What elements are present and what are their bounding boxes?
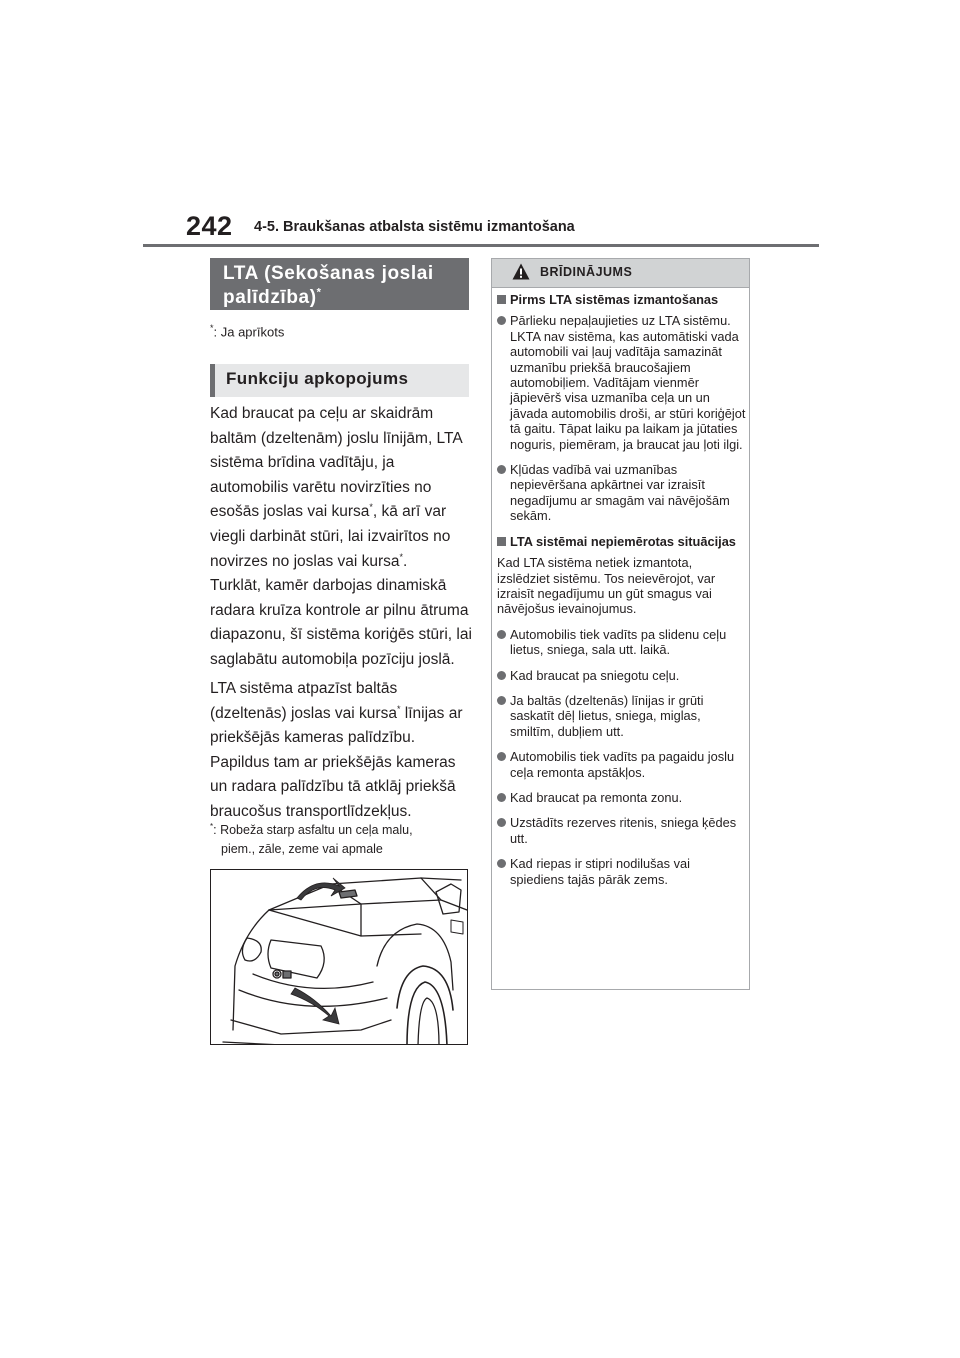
warning-situation-item	[497, 790, 747, 805]
footnote-mark: *	[210, 822, 214, 831]
warning-body	[497, 292, 747, 893]
p1-mark-1: *	[369, 502, 373, 513]
warning-situation-item	[497, 749, 747, 780]
page-number: 242	[186, 211, 233, 241]
p2-part-b: līnijas ar priekšējās kameras palīdzību. Papildus tam ar priekšējās kameras un radara palīdzību tā atklāj priekšā braucošus transportlīdzekļus.	[210, 704, 463, 820]
warning-situation-item	[497, 815, 747, 846]
p1-part-a: Kad braucat pa ceļu ar skaidrām baltām (dzeltenām) joslu līnijām, LTA sistēma brīdina vadītāju, ja automobilis varētu novirzīties no esošās joslas vai kursa	[210, 405, 462, 521]
warning-situation-item	[497, 668, 747, 683]
warning-bullet-1	[497, 313, 747, 452]
round-bullet-icon	[497, 671, 506, 680]
round-bullet-icon	[497, 316, 506, 325]
warning-label: BRĪDINĀJUMS	[540, 265, 633, 279]
equipment-note-text: : Ja aprīkots	[213, 324, 285, 340]
warning-triangle-icon	[512, 263, 530, 280]
warning-situation-text: Kad braucat pa sniegotu ceļu.	[510, 667, 680, 683]
warning-heading-1-text: Pirms LTA sistēmas izmantošanas	[510, 292, 719, 307]
section-title-mark: *	[316, 286, 322, 299]
warning-situation-item	[497, 693, 747, 739]
p1-part-c: .	[403, 552, 408, 570]
warning-situation-text: Kad braucat pa remonta zonu.	[510, 789, 683, 805]
p2-part-a: LTA sistēma atpazīst baltās (dzeltenās) joslas vai kursa	[210, 680, 398, 722]
round-bullet-icon	[497, 465, 506, 474]
square-bullet-icon	[497, 295, 506, 304]
round-bullet-icon	[497, 793, 506, 802]
footnote	[210, 817, 472, 859]
warning-situation-text: Automobilis tiek vadīts pa pagaidu joslu ceļa remonta apstākļos.	[510, 749, 735, 780]
round-bullet-icon	[497, 630, 506, 639]
section-title-line2: palīdzība)	[223, 287, 317, 308]
summary-paragraph-1	[210, 402, 472, 673]
warning-header	[492, 259, 749, 288]
summary-title: Funkciju apkopojums	[210, 364, 469, 397]
footnote-line-1: : Robeža starp asfaltu un ceļa malu,	[213, 823, 413, 838]
p1-part-b: , kā arī var viegli darbināt stūri, lai izvairītos no novirzes no joslas vai kursa	[210, 503, 451, 570]
square-bullet-icon	[497, 537, 506, 546]
round-bullet-icon	[497, 752, 506, 761]
section-title	[210, 258, 469, 310]
equipment-note	[210, 323, 284, 339]
round-bullet-icon	[497, 859, 506, 868]
footnote-line-2: piem., zāle, zeme vai apmale	[221, 842, 383, 857]
vehicle-camera-radar-illustration	[210, 869, 468, 1045]
warning-bullet-2	[497, 462, 747, 524]
section-title-line1: LTA (Sekošanas joslai	[223, 263, 434, 284]
warning-heading-2	[497, 534, 747, 549]
warning-situation-text: Kad riepas ir stipri nodilušas vai spiediens tajās pārāk zems.	[510, 856, 690, 887]
warning-situation-item	[497, 856, 747, 887]
warning-bullet-2-text: Kļūdas vadībā vai uzmanības nepievēršana apkārtnei var izraisīt negadījumu ar smagām vai nāvējošām sekām.	[510, 462, 730, 524]
warning-bullet-1-text: Pārlieku nepaļaujieties uz LTA sistēmu. LKTA nav sistēma, kas automātiski vada automobili vai ļauj vadītāja samazināt uzmanību priekšā braucošajiem automobiļiem. Vadītājam vienmēr jāpievērš visa uzmanība ceļa un un jāvada automobilis droši, ar stūri koriģējot tā gaitu. Tāpat laiku pa laikam ja jūtaties noguris, piemēram, ja braucat jau ļoti ilgi.	[510, 313, 746, 452]
warning-box	[491, 258, 750, 990]
warning-heading-2-text: LTA sistēmai nepiemērotas situācijas	[510, 533, 736, 549]
warning-situation-text: Automobilis tiek vadīts pa slidenu ceļu lietus, sniega, sala utt. laikā.	[510, 626, 727, 658]
p2-mark: *	[396, 703, 401, 714]
round-bullet-icon	[497, 818, 506, 827]
warning-situation-text: Uzstādīts rezerves ritenis, sniega ķēdes utt.	[510, 815, 737, 846]
equipment-note-mark: *	[210, 323, 214, 333]
header-rule	[143, 244, 819, 247]
p1-mark-2: *	[399, 551, 404, 562]
chapter-header: 4-5. Braukšanas atbalsta sistēmu izmantošana	[254, 219, 575, 235]
p1-part-d: Turklāt, kamēr darbojas dinamiskā radara kruīza kontrole ar pilnu ātruma diapazonu, šī sistēma koriģēs stūri, lai saglabātu automobiļa pozīciju joslā.	[210, 577, 472, 668]
vehicle-drawing	[211, 870, 468, 1045]
round-bullet-icon	[497, 696, 506, 705]
warning-heading-1	[497, 292, 747, 307]
warning-situation-item	[497, 627, 747, 658]
warning-situation-text: Ja baltās (dzeltenās) līnijas ir grūti saskatīt dēļ lietus, sniega, miglas, smiltīm, dubļiem utt.	[510, 692, 704, 739]
summary-paragraph-2	[210, 677, 472, 825]
warning-paragraph: Kad LTA sistēma netiek izmantota, izslēdziet sistēmu. Tos neievērojot, var izraisīt negadījumu un gūt smagus vai nāvējošus ievainojumus.	[497, 555, 716, 617]
